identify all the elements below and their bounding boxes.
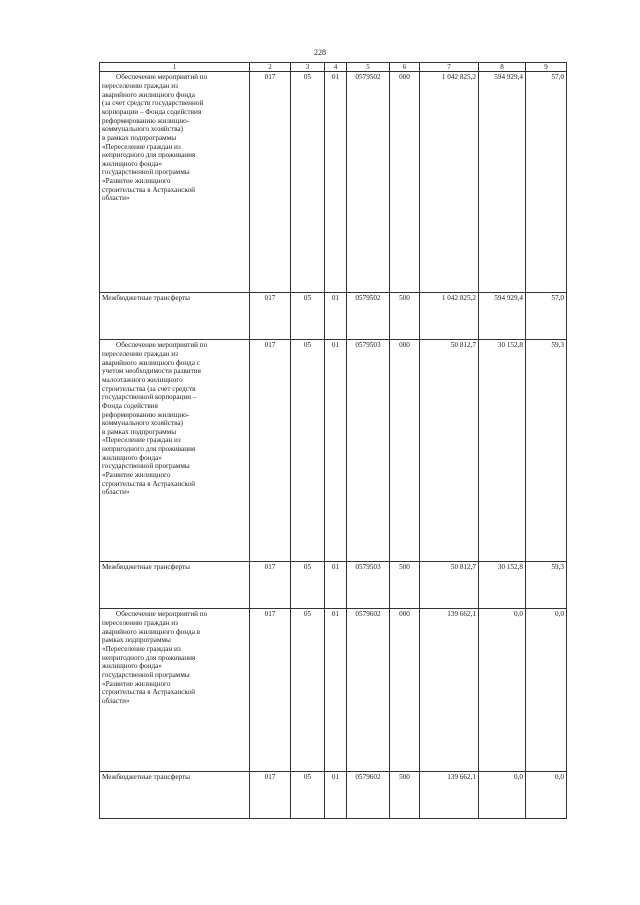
row-description — [100, 609, 250, 772]
description-line: жилищного фонда» — [102, 159, 162, 168]
execution-percent-cell: 57,0 — [526, 72, 567, 293]
subsection-code-cell: 01 — [325, 562, 347, 609]
description-line: реформированию жилищно- — [102, 410, 190, 419]
planned-amount-cell: 50 812,7 — [420, 562, 479, 609]
expense-type-code-cell: 000 — [390, 340, 420, 562]
description-line: государственной программы — [102, 670, 190, 679]
description-line: строительства в Астраханской — [102, 688, 195, 697]
description-line: Фонда содействия — [102, 401, 158, 410]
target-article-code-cell: 0579503 — [347, 340, 390, 562]
ministry-code-cell: 017 — [250, 293, 291, 340]
column-header: 5 — [347, 63, 390, 72]
description-line: «Переселение граждан из — [102, 436, 181, 445]
row-description — [100, 293, 250, 340]
description-line: строительства в Астраханской — [102, 479, 195, 488]
execution-percent-cell: 59,3 — [526, 562, 567, 609]
expense-type-code-cell: 000 — [390, 609, 420, 772]
row-description — [100, 340, 250, 562]
ministry-code-cell: 017 — [250, 772, 291, 819]
description-line: непригодного для проживания — [102, 445, 196, 454]
execution-percent-cell: 0,0 — [526, 772, 567, 819]
planned-amount-cell: 139 662,1 — [420, 609, 479, 772]
expense-type-code-cell: 500 — [390, 772, 420, 819]
row-description — [100, 72, 250, 293]
ministry-code-cell: 017 — [250, 72, 291, 293]
page-number: 228 — [314, 48, 326, 57]
section-code-cell: 05 — [291, 72, 325, 293]
section-code-cell: 05 — [291, 772, 325, 819]
executed-amount-cell: 0,0 — [479, 772, 526, 819]
planned-amount-cell: 50 812,7 — [420, 340, 479, 562]
table-row — [100, 340, 567, 562]
description-line: аварийного жилищного фонда в — [102, 627, 201, 636]
description-line: Межбюджетные трансферты — [102, 294, 190, 303]
section-code-cell: 05 — [291, 293, 325, 340]
ministry-code-cell: 017 — [250, 609, 291, 772]
column-header: 4 — [325, 63, 347, 72]
column-header: 1 — [100, 63, 250, 72]
planned-amount-cell: 139 662,1 — [420, 772, 479, 819]
description-line: в рамках подпрограммы — [102, 427, 177, 436]
header-row — [100, 63, 567, 72]
table-row — [100, 293, 567, 340]
subsection-code-cell: 01 — [325, 772, 347, 819]
column-header: 6 — [390, 63, 420, 72]
expense-type-code-cell: 500 — [390, 293, 420, 340]
description-line: переселению граждан из — [102, 350, 178, 359]
table-row — [100, 72, 567, 293]
description-line: жилищного фонда» — [102, 453, 162, 462]
description-line: Обеспечение мероприятий по — [116, 341, 208, 350]
subsection-code-cell: 01 — [325, 340, 347, 562]
description-line: Обеспечение мероприятий по — [116, 610, 208, 619]
description-line: малоэтажного жилищного — [102, 375, 183, 384]
target-article-code-cell: 0579602 — [347, 772, 390, 819]
description-line: учетом необходимости развития — [102, 367, 201, 376]
description-line: аварийного жилищного фонда с — [102, 358, 200, 367]
target-article-code-cell: 0579502 — [347, 72, 390, 293]
ministry-code-cell: 017 — [250, 340, 291, 562]
description-line: «Развитие жилищного — [102, 679, 171, 688]
description-line: корпорации – Фонда содействия — [102, 107, 202, 116]
subsection-code-cell: 01 — [325, 72, 347, 293]
description-line: строительства в Астраханской — [102, 185, 195, 194]
description-line: коммунального хозяйства) — [102, 419, 183, 428]
column-header: 8 — [479, 63, 526, 72]
description-line: коммунального хозяйства) — [102, 125, 183, 134]
execution-percent-cell: 0,0 — [526, 609, 567, 772]
description-line: области» — [102, 488, 130, 497]
ministry-code-cell: 017 — [250, 562, 291, 609]
table-row — [100, 609, 567, 772]
row-description — [100, 772, 250, 819]
description-line: «Развитие жилищного — [102, 471, 171, 479]
section-code-cell: 05 — [291, 340, 325, 562]
description-line: «Развитие жилищного — [102, 177, 171, 186]
executed-amount-cell: 0,0 — [479, 609, 526, 772]
description-line: (за счет средств государственной — [102, 99, 204, 108]
section-code-cell: 05 — [291, 562, 325, 609]
description-line: государственной корпорации – — [102, 393, 197, 402]
description-line: рамках подпрограммы — [102, 636, 171, 645]
target-article-code-cell: 0579502 — [347, 293, 390, 340]
column-header: 3 — [291, 63, 325, 72]
row-description — [100, 562, 250, 609]
description-line: строительства (за счет средств — [102, 384, 196, 393]
description-line: Обеспечение мероприятий по — [116, 73, 208, 82]
subsection-code-cell: 01 — [325, 293, 347, 340]
column-header: 9 — [526, 63, 567, 72]
description-line: области» — [102, 696, 130, 705]
section-code-cell: 05 — [291, 609, 325, 772]
execution-percent-cell: 59,3 — [526, 340, 567, 562]
description-line: государственной программы — [102, 462, 190, 471]
execution-percent-cell: 57,0 — [526, 293, 567, 340]
target-article-code-cell: 0579602 — [347, 609, 390, 772]
description-line: переселению граждан из — [102, 82, 178, 91]
expense-type-code-cell: 000 — [390, 72, 420, 293]
table-row — [100, 562, 567, 609]
executed-amount-cell: 594 929,4 — [479, 72, 526, 293]
table-row — [100, 772, 567, 819]
target-article-code-cell: 0579503 — [347, 562, 390, 609]
expense-type-code-cell: 500 — [390, 562, 420, 609]
planned-amount-cell: 1 042 825,2 — [420, 72, 479, 293]
planned-amount-cell: 1 042 825,2 — [420, 293, 479, 340]
description-line: аварийного жилищного фонда — [102, 90, 195, 99]
description-line: непригодного для проживания — [102, 653, 196, 662]
budget-table — [99, 62, 567, 819]
description-line: в рамках подпрограммы — [102, 133, 177, 142]
description-line: непригодного для проживания — [102, 151, 196, 160]
description-line: Межбюджетные трансферты — [102, 773, 190, 782]
description-line: государственной программы — [102, 168, 190, 177]
executed-amount-cell: 30 152,8 — [479, 340, 526, 562]
subsection-code-cell: 01 — [325, 609, 347, 772]
column-header: 7 — [420, 63, 479, 72]
description-line: области» — [102, 194, 130, 203]
description-line: «Переселение граждан из — [102, 644, 181, 653]
description-line: Межбюджетные трансферты — [102, 563, 190, 572]
description-line: переселению граждан из — [102, 619, 178, 628]
executed-amount-cell: 30 152,8 — [479, 562, 526, 609]
description-line: реформированию жилищно- — [102, 116, 190, 125]
description-line: «Переселение граждан из — [102, 142, 181, 151]
column-header: 2 — [250, 63, 291, 72]
description-line: жилищного фонда» — [102, 662, 162, 671]
executed-amount-cell: 594 929,4 — [479, 293, 526, 340]
